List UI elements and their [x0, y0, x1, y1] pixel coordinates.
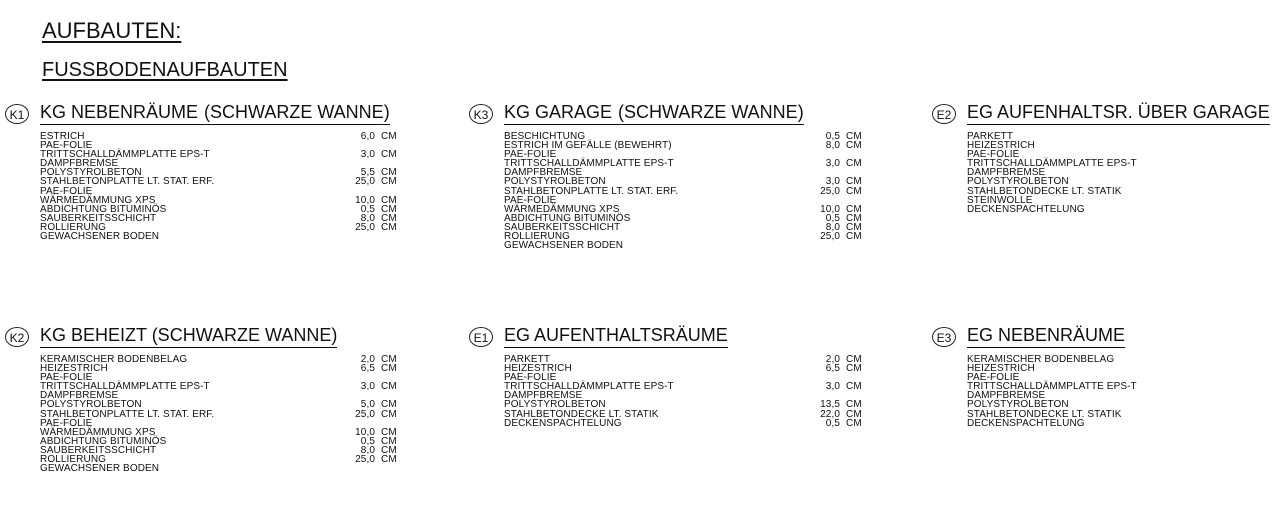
layer-label: PAE-FOLIE — [40, 417, 93, 429]
layer-label: PAE-FOLIE — [967, 149, 1020, 161]
layer-label: HEIZESTRICH — [967, 140, 1035, 152]
layer-row — [40, 464, 214, 473]
layer-label: DAMPFBREMSE — [40, 158, 119, 170]
layer-label: TRITTSCHALLDÄMMPLATTE EPS-T — [504, 158, 674, 170]
block-id-tag: E1 — [469, 327, 493, 347]
layer-thickness: 5,5 — [360, 167, 375, 179]
block-title-suffix: (SCHWARZE WANNE) — [204, 102, 390, 122]
layer-thickness: 25,0 — [355, 221, 375, 233]
layer-label: ABDICHTUNG BITUMINÖS — [504, 212, 631, 224]
layer-thickness: 2,0 — [825, 354, 840, 365]
layer-thickness: 8,0 — [825, 140, 840, 152]
layer-label: KERAMISCHER BODENBELAG — [967, 354, 1115, 365]
layer-unit: CM — [381, 203, 397, 215]
layer-unit: CM — [381, 444, 397, 456]
layer-list — [40, 354, 397, 475]
layer-thickness: 10,0 — [355, 194, 375, 206]
block-id-tag: K1 — [5, 104, 29, 124]
layer-unit: CM — [381, 381, 397, 393]
layer-thickness: 0,5 — [825, 417, 840, 429]
layer-unit: CM — [846, 399, 862, 411]
layer-unit: CM — [381, 399, 397, 411]
block-title-suffix: (SCHWARZE WANNE) — [618, 102, 804, 122]
layer-label: WÄRMEDÄMMUNG XPS — [40, 194, 156, 206]
layer-unit: CM — [381, 176, 397, 188]
layer-list — [504, 131, 862, 252]
layer-thickness: 8,0 — [825, 221, 840, 233]
layer-unit: CM — [846, 203, 862, 215]
block-title-text: EG AUFENTHALTSRÄUME — [504, 325, 728, 345]
layer-label: KERAMISCHER BODENBELAG — [40, 354, 188, 365]
layer-unit: CM — [846, 363, 862, 375]
layer-thickness: 0,5 — [360, 203, 375, 215]
layer-label: ROLLIERUNG — [40, 221, 107, 233]
layer-unit: CM — [381, 408, 397, 420]
layer-unit: CM — [381, 149, 397, 161]
layer-unit: CM — [381, 131, 397, 142]
layer-label: HEIZESTRICH — [967, 363, 1035, 375]
layer-unit: CM — [381, 212, 397, 224]
layer-label: SAUBERKEITSSCHICHT — [40, 444, 157, 456]
layer-list — [967, 132, 1137, 214]
layer-label: ABDICHTUNG BITUMINÖS — [40, 435, 167, 447]
layer-label: POLYSTYROLBETON — [504, 176, 606, 188]
layer-thickness: 0,5 — [825, 212, 840, 224]
layer-unit: CM — [381, 363, 397, 375]
layer-thickness: 0,5 — [825, 131, 840, 142]
layer-label: STAHLBETONPLATTE LT. STAT. ERF. — [40, 408, 215, 420]
block-title — [967, 325, 1125, 348]
layer-unit: CM — [381, 167, 397, 179]
layer-thickness: 22,0 — [820, 408, 840, 420]
layer-unit: CM — [846, 381, 862, 393]
layer-label: STAHLBETONPLATTE LT. STAT. ERF. — [40, 176, 215, 188]
layer-unit: CM — [381, 454, 397, 466]
page-subheading: FUSSBODENAUFBAUTEN — [42, 59, 288, 81]
block-id-tag: K3 — [469, 104, 493, 124]
block-title — [504, 102, 804, 125]
layer-unit: CM — [846, 417, 862, 429]
layer-row — [967, 205, 1137, 214]
layer-thickness: 2,0 — [360, 354, 375, 365]
layer-thickness: 3,0 — [825, 381, 840, 393]
layer-unit: CM — [381, 426, 397, 438]
layer-list — [504, 354, 862, 429]
layer-label: ROLLIERUNG — [40, 454, 107, 466]
layer-label: STAHLBETONDECKE LT. STATIK — [967, 185, 1122, 197]
layer-label: POLYSTYROLBETON — [967, 176, 1069, 188]
layer-label: SAUBERKEITSSCHICHT — [40, 212, 157, 224]
layer-label: PAE-FOLIE — [40, 372, 93, 384]
layer-label: POLYSTYROLBETON — [504, 399, 606, 411]
layer-label: TRITTSCHALLDÄMMPLATTE EPS-T — [504, 381, 674, 393]
layer-label: DAMPFBREMSE — [504, 167, 583, 179]
layer-unit: CM — [846, 408, 862, 420]
layer-label: TRITTSCHALLDÄMMPLATTE EPS-T — [40, 381, 210, 393]
layer-thickness: 8,0 — [360, 444, 375, 456]
layer-label: DECKENSPACHTELUNG — [504, 417, 622, 429]
layer-label: GEWACHSENER BODEN — [40, 231, 160, 243]
layer-unit: CM — [846, 158, 862, 170]
layer-label: TRITTSCHALLDÄMMPLATTE EPS-T — [967, 158, 1137, 170]
layer-label: POLYSTYROLBETON — [40, 399, 142, 411]
layer-label: PAE-FOLIE — [504, 372, 557, 384]
layer-label: PAE-FOLIE — [40, 140, 93, 152]
page-heading: AUFBAUTEN: — [42, 18, 182, 43]
layer-label: HEIZESTRICH — [40, 363, 108, 375]
layer-row — [504, 241, 678, 250]
layer-label: SAUBERKEITSSCHICHT — [504, 221, 621, 233]
layer-label: BESCHICHTUNG — [504, 131, 586, 142]
block-title-text: EG AUFENHALTSR. ÜBER GARAGE — [967, 102, 1270, 122]
layer-label: ROLLIERUNG — [504, 231, 571, 243]
layer-unit: CM — [381, 435, 397, 447]
layer-unit: CM — [846, 212, 862, 224]
block-title — [40, 102, 390, 125]
layer-label: ESTRICH — [40, 131, 85, 142]
block-title-text: EG NEBENRÄUME — [967, 325, 1126, 345]
layer-label: ESTRICH IM GEFÄLLE (BEWEHRT) — [504, 140, 672, 152]
block-title-text: KG BEHEIZT (SCHWARZE WANNE) — [40, 325, 338, 345]
layer-thickness: 5,0 — [360, 399, 375, 411]
layer-thickness: 25,0 — [355, 454, 375, 466]
layer-label: STAHLBETONDECKE LT. STATIK — [967, 408, 1122, 420]
block-id-tag: K2 — [5, 327, 29, 347]
layer-list — [40, 131, 397, 243]
layer-label: WÄRMEDÄMMUNG XPS — [504, 203, 620, 215]
layer-unit: CM — [381, 221, 397, 233]
block-title-text: KG NEBENRÄUME — [40, 102, 199, 122]
layer-thickness: 25,0 — [355, 408, 375, 420]
layer-label: STAHLBETONDECKE LT. STATIK — [504, 408, 659, 420]
layer-unit: CM — [381, 194, 397, 206]
layer-row — [504, 417, 862, 429]
layer-label: DAMPFBREMSE — [967, 167, 1046, 179]
layer-label: GEWACHSENER BODEN — [40, 463, 160, 475]
block-title — [967, 102, 1270, 125]
layer-label: PARKETT — [504, 354, 551, 365]
layer-thickness: 3,0 — [360, 149, 375, 161]
layer-thickness: 6,0 — [360, 131, 375, 142]
layer-thickness: 3,0 — [825, 176, 840, 188]
layer-list — [967, 355, 1137, 428]
layer-thickness: 13,5 — [820, 399, 840, 411]
layer-label: DAMPFBREMSE — [40, 390, 119, 402]
layer-label: HEIZESTRICH — [504, 363, 572, 375]
layer-unit: CM — [846, 176, 862, 188]
layer-label: DAMPFBREMSE — [967, 390, 1046, 402]
block-title-text: KG GARAGE — [504, 102, 613, 122]
layer-label: PARKETT — [967, 131, 1014, 142]
layer-label: POLYSTYROLBETON — [967, 399, 1069, 411]
layer-thickness: 10,0 — [355, 426, 375, 438]
layer-label: PAE-FOLIE — [967, 372, 1020, 384]
block-id-tag: E2 — [932, 104, 956, 124]
layer-thickness: 25,0 — [820, 231, 840, 243]
layer-label: PAE-FOLIE — [504, 194, 557, 206]
layer-label: STAHLBETONPLATTE LT. STAT. ERF. — [504, 185, 679, 197]
layer-label: TRITTSCHALLDÄMMPLATTE EPS-T — [967, 381, 1137, 393]
layer-thickness: 8,0 — [360, 212, 375, 224]
layer-label: DAMPFBREMSE — [504, 390, 583, 402]
block-title — [40, 325, 337, 348]
layer-thickness: 25,0 — [820, 185, 840, 197]
layer-unit: CM — [846, 185, 862, 197]
layer-unit: CM — [846, 231, 862, 243]
layer-unit: CM — [381, 354, 397, 365]
layer-label: STEINWOLLE — [967, 194, 1033, 206]
layer-label: ABDICHTUNG BITUMINÖS — [40, 203, 167, 215]
layer-label: DECKENSPACHTELUNG — [967, 203, 1085, 215]
layer-thickness: 3,0 — [360, 381, 375, 393]
layer-thickness: 6,5 — [825, 363, 840, 375]
layer-unit: CM — [846, 140, 862, 152]
layer-unit: CM — [846, 131, 862, 142]
layer-label: PAE-FOLIE — [40, 185, 93, 197]
layer-unit: CM — [846, 221, 862, 233]
layer-row — [40, 232, 214, 241]
layer-thickness: 0,5 — [360, 435, 375, 447]
block-id-tag: E3 — [932, 327, 956, 347]
layer-label: DECKENSPACHTELUNG — [967, 417, 1085, 429]
layer-label: TRITTSCHALLDÄMMPLATTE EPS-T — [40, 149, 210, 161]
layer-thickness: 10,0 — [820, 203, 840, 215]
layer-thickness: 3,0 — [825, 158, 840, 170]
layer-thickness: 6,5 — [360, 363, 375, 375]
layer-label: PAE-FOLIE — [504, 149, 557, 161]
layer-thickness: 25,0 — [355, 176, 375, 188]
layer-label: GEWACHSENER BODEN — [504, 240, 624, 252]
layer-row — [967, 419, 1137, 428]
block-title — [504, 325, 728, 348]
layer-label: WÄRMEDÄMMUNG XPS — [40, 426, 156, 438]
layer-unit: CM — [846, 354, 862, 365]
layer-label: POLYSTYROLBETON — [40, 167, 142, 179]
